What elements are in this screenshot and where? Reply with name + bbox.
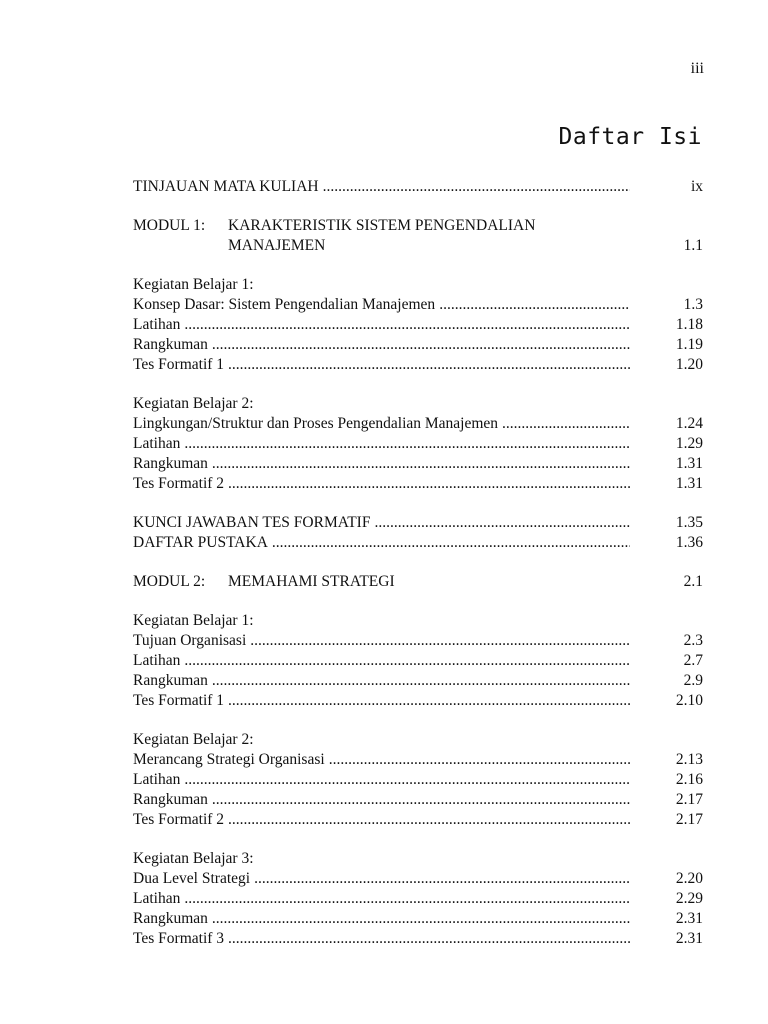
toc-entry[interactable] [133, 651, 703, 671]
toc-entry-page: 2.16 [675, 771, 703, 788]
toc-entry-label: Tes Formatif 3 [133, 930, 225, 947]
leader-dots [374, 513, 630, 533]
leader-dots [228, 929, 630, 949]
modul-1-heading[interactable] [133, 216, 703, 256]
toc-entry-page: 2.20 [675, 870, 703, 887]
toc-entry-page: 1.29 [675, 435, 703, 452]
modul-2-heading[interactable] [133, 572, 703, 592]
leader-dots [228, 355, 630, 375]
toc-entry-page: 2.31 [675, 910, 703, 927]
toc-entry[interactable] [133, 335, 703, 355]
toc-entry[interactable] [133, 434, 703, 454]
toc-entry-page: ix [690, 178, 703, 195]
toc-entry-page: 2.17 [675, 811, 703, 828]
toc-entry[interactable] [133, 414, 703, 434]
toc-entry-label: Rangkuman [133, 910, 208, 927]
modul-title: MEMAHAMI STRATEGI [228, 573, 395, 590]
leader-dots [212, 454, 630, 474]
toc-entry-label: Tes Formatif 1 [133, 692, 225, 709]
toc-entry-page: 1.19 [675, 336, 703, 353]
kegiatan-belajar-heading: Kegiatan Belajar 3: [133, 850, 254, 867]
toc-entry-page: 2.7 [683, 652, 703, 669]
leader-dots [184, 770, 630, 790]
toc-entry-page: 1.35 [675, 514, 703, 531]
kegiatan-belajar-heading: Kegiatan Belajar 2: [133, 395, 254, 412]
toc-entry-label: Latihan [133, 771, 181, 788]
toc-entry[interactable] [133, 315, 703, 335]
toc-entry[interactable] [133, 770, 703, 790]
toc-entry-label: Rangkuman [133, 336, 208, 353]
toc-entry-label: KUNCI JAWABAN TES FORMATIF [133, 514, 371, 531]
toc-entry[interactable] [133, 631, 703, 651]
toc-entry-page: 2.31 [675, 930, 703, 947]
leader-dots [439, 295, 630, 315]
modul-prefix: MODUL 2: [133, 573, 206, 590]
leader-dots [272, 533, 630, 553]
leader-dots [228, 691, 630, 711]
toc-entry[interactable] [133, 750, 703, 770]
toc-entry-label: Latihan [133, 652, 181, 669]
toc-entry-page: 2.29 [675, 890, 703, 907]
toc-entry-label: Dua Level Strategi [133, 870, 251, 887]
toc-entry-page: 1.31 [675, 475, 703, 492]
table-of-contents [133, 177, 703, 949]
leader-dots [250, 631, 630, 651]
toc-entry-label: Rangkuman [133, 672, 208, 689]
toc-entry-tinjauan[interactable] [133, 177, 703, 197]
toc-entry-page: 1.18 [675, 316, 703, 333]
toc-entry-page: 2.10 [675, 692, 703, 709]
leader-dots [184, 651, 630, 671]
leader-dots [184, 315, 630, 335]
toc-entry-label: Latihan [133, 435, 181, 452]
toc-entry[interactable] [133, 454, 703, 474]
toc-entry[interactable] [133, 295, 703, 315]
leader-dots [254, 869, 630, 889]
toc-entry-label: Rangkuman [133, 791, 208, 808]
toc-entry-page: 1.24 [675, 415, 703, 432]
toc-entry-label: Tes Formatif 1 [133, 356, 225, 373]
leader-dots [502, 414, 630, 434]
leader-dots [228, 474, 630, 494]
toc-entry-page: 2.13 [675, 751, 703, 768]
toc-entry[interactable] [133, 909, 703, 929]
leader-dots [184, 889, 630, 909]
toc-entry-label: Latihan [133, 890, 181, 907]
kegiatan-belajar-heading: Kegiatan Belajar 1: [133, 612, 254, 629]
toc-entry-daftar-pustaka[interactable] [133, 533, 703, 553]
toc-entry-label: DAFTAR PUSTAKA [133, 534, 268, 551]
modul-title-line1: KARAKTERISTIK SISTEM PENGENDALIAN [228, 217, 536, 234]
leader-dots [184, 434, 630, 454]
page-number: iii [690, 60, 704, 77]
modul-prefix: MODUL 1: [133, 217, 206, 234]
toc-entry[interactable] [133, 929, 703, 949]
toc-entry-kunci-jawaban[interactable] [133, 513, 703, 533]
kegiatan-belajar-heading: Kegiatan Belajar 1: [133, 276, 254, 293]
toc-entry-page: 1.20 [675, 356, 703, 373]
toc-entry[interactable] [133, 474, 703, 494]
toc-entry[interactable] [133, 810, 703, 830]
leader-dots [323, 177, 630, 197]
toc-entry-page: 2.17 [675, 791, 703, 808]
toc-entry-label: Merancang Strategi Organisasi [133, 751, 325, 768]
toc-entry[interactable] [133, 889, 703, 909]
toc-entry-label: Tes Formatif 2 [133, 475, 225, 492]
leader-dots [228, 810, 630, 830]
toc-entry[interactable] [133, 691, 703, 711]
toc-entry-label: Latihan [133, 316, 181, 333]
toc-entry-page: 2.3 [683, 632, 703, 649]
toc-entry-page: 2.9 [683, 672, 703, 689]
toc-entry-page: 1.1 [683, 237, 703, 254]
toc-entry-page: 2.1 [683, 573, 703, 590]
toc-entry[interactable] [133, 671, 703, 691]
toc-entry-label: Tes Formatif 2 [133, 811, 225, 828]
toc-entry-label: TINJAUAN MATA KULIAH [133, 178, 319, 195]
leader-dots [212, 909, 630, 929]
toc-entry-page: 1.31 [675, 455, 703, 472]
page-title: Daftar Isi [558, 124, 702, 150]
kegiatan-belajar-heading: Kegiatan Belajar 2: [133, 731, 254, 748]
toc-entry-label: Tujuan Organisasi [133, 632, 247, 649]
toc-entry-label: Konsep Dasar: Sistem Pengendalian Manajemen [133, 296, 436, 313]
leader-dots [212, 790, 630, 810]
leader-dots [329, 750, 630, 770]
leader-dots [212, 671, 630, 691]
toc-entry[interactable] [133, 869, 703, 889]
leader-dots [212, 335, 630, 355]
toc-entry-page: 1.36 [675, 534, 703, 551]
toc-entry[interactable] [133, 355, 703, 375]
toc-entry-page: 1.3 [683, 296, 703, 313]
toc-entry-label: Lingkungan/Struktur dan Proses Pengendalian Manajemen [133, 415, 499, 432]
toc-entry-label: Rangkuman [133, 455, 208, 472]
toc-entry[interactable] [133, 790, 703, 810]
modul-title-line2: MANAJEMEN [228, 237, 326, 254]
